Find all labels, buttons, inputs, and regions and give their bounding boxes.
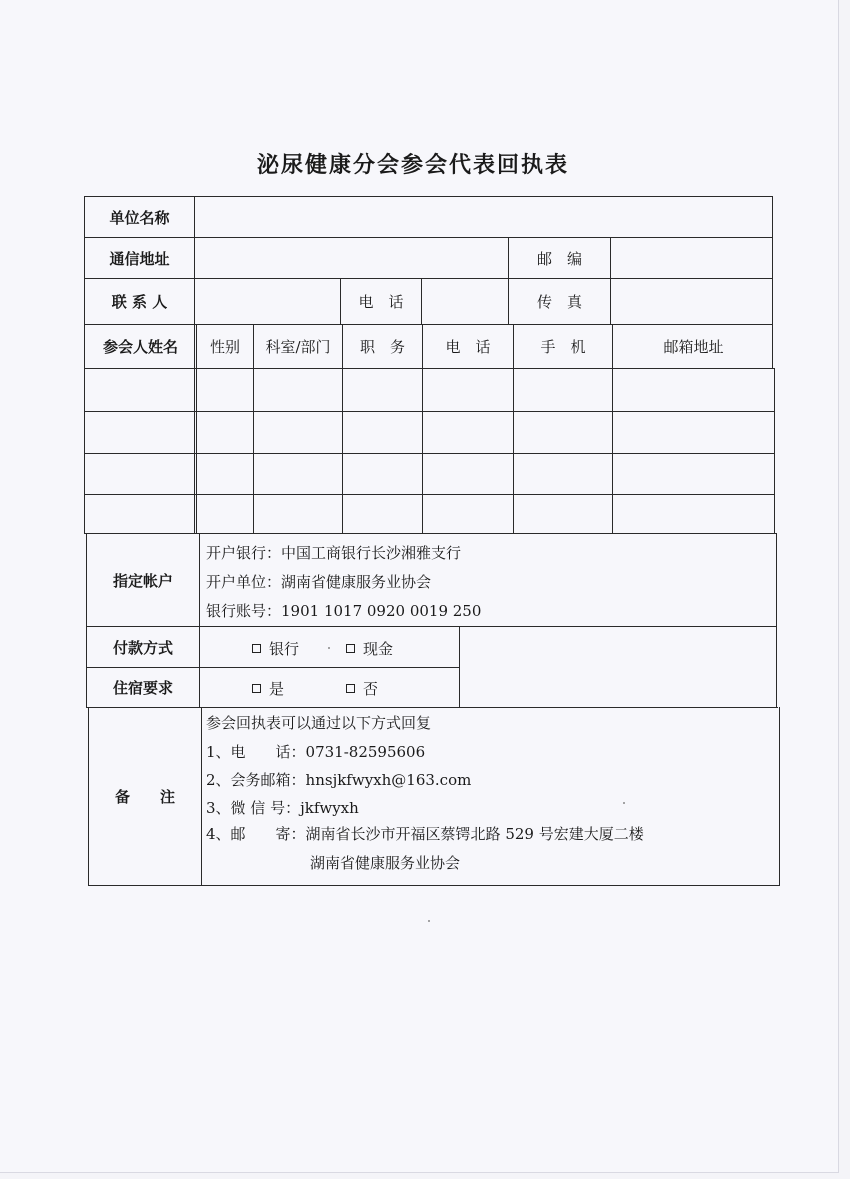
contact-field[interactable] — [195, 279, 340, 324]
contact-label: 联 系 人 — [111, 293, 168, 311]
postcode-field[interactable] — [611, 238, 772, 278]
table-row[interactable] — [85, 495, 774, 533]
header-mobile: 手 机 — [540, 338, 586, 356]
checkbox-icon[interactable] — [252, 644, 261, 653]
lodging-option-yes[interactable]: 是 — [252, 678, 284, 699]
bank-name-line: 开户银行：中国工商银行长沙湘雅支行 — [206, 544, 462, 562]
lodging-label: 住宿要求 — [112, 679, 173, 697]
header-department: 科室/部门 — [265, 338, 331, 356]
header-attendee-name: 参会人姓名 — [102, 338, 178, 356]
table-row[interactable] — [85, 412, 774, 453]
payment-option-cash[interactable]: 现金 — [346, 638, 393, 659]
remarks-mail: 4、邮 寄：湖南省长沙市开福区蔡锷北路 529 号宏建大厦二楼 — [206, 825, 644, 843]
scan-speck — [328, 647, 330, 649]
account-label: 指定帐户 — [112, 571, 173, 590]
checkbox-icon[interactable] — [252, 684, 261, 693]
remarks-wechat: 3、微 信 号：jkfwyxh — [206, 799, 359, 817]
table-row[interactable] — [85, 454, 774, 494]
header-gender: 性别 — [209, 338, 240, 356]
payment-option-bank[interactable]: 银行 — [252, 638, 299, 659]
address-field[interactable] — [195, 238, 508, 278]
header-phone: 电 话 — [445, 338, 491, 356]
scan-speck — [623, 802, 625, 804]
remarks-label: 备 注 — [114, 788, 175, 806]
fax-label: 传 真 — [536, 293, 582, 311]
phone-label: 电 话 — [358, 293, 404, 311]
bank-unit-line: 开户单位：湖南省健康服务业协会 — [206, 573, 432, 591]
remarks-phone: 1、电 话：0731-82595606 — [206, 743, 426, 761]
checkbox-icon[interactable] — [346, 684, 355, 693]
phone-field[interactable] — [422, 279, 508, 324]
header-position: 职 务 — [359, 338, 405, 356]
fax-field[interactable] — [611, 279, 772, 324]
address-label: 通信地址 — [109, 249, 170, 268]
header-email: 邮箱地址 — [663, 338, 724, 356]
payment-label: 付款方式 — [112, 638, 173, 657]
remarks-mail-recipient: 湖南省健康服务业协会 — [310, 854, 461, 872]
remarks-email: 2、会务邮箱：hnsjkfwyxh@163.com — [206, 771, 472, 789]
remarks-intro: 参会回执表可以通过以下方式回复 — [206, 714, 432, 732]
table-row[interactable] — [85, 369, 774, 411]
checkbox-icon[interactable] — [346, 644, 355, 653]
unit-name-field[interactable] — [195, 197, 772, 237]
scan-speck — [428, 920, 430, 922]
bank-account-line: 银行账号：1901 1017 0920 0019 250 — [206, 602, 482, 620]
unit-name-label: 单位名称 — [109, 208, 170, 227]
postcode-label: 邮 编 — [536, 249, 582, 268]
form-title: 泌尿健康分会参会代表回执表 — [256, 153, 569, 178]
lodging-option-no[interactable]: 否 — [346, 678, 378, 699]
